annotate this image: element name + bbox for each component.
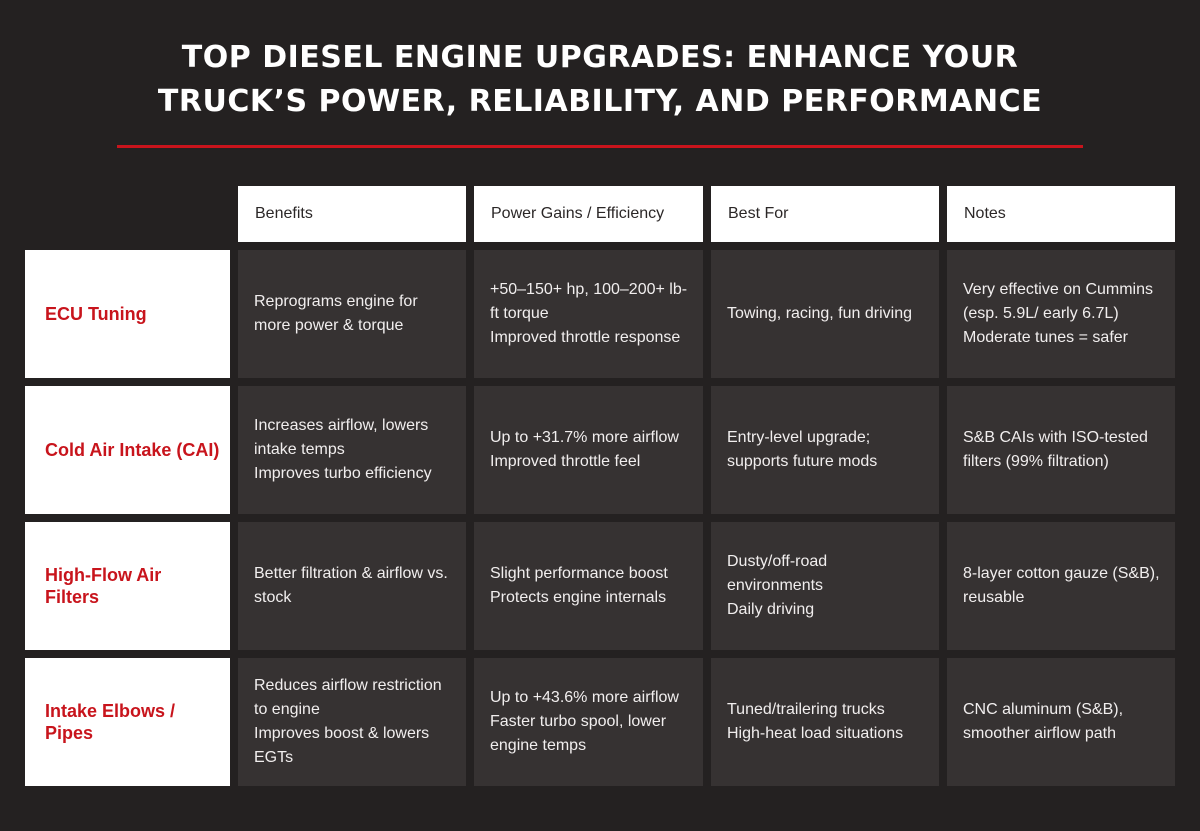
row-label-ecu-tuning: ECU Tuning bbox=[25, 250, 230, 378]
cell-line: Daily driving bbox=[727, 601, 815, 618]
cell-line: Improved throttle feel bbox=[490, 453, 641, 470]
table-cell bbox=[947, 250, 1175, 378]
cell-line: Towing, racing, fun driving bbox=[727, 305, 912, 322]
page-title-line-2: TRUCK’S POWER, RELIABILITY, AND PERFORMANCE bbox=[157, 84, 1043, 119]
table-cell bbox=[711, 386, 939, 514]
table-cell bbox=[474, 386, 703, 514]
table-cell bbox=[947, 522, 1175, 650]
cell-line: +50–150+ hp, 100–200+ lb-ft torque bbox=[490, 281, 688, 322]
cell-line: Dusty/off-road environments bbox=[727, 553, 828, 594]
cell-line: Faster turbo spool, lower engine temps bbox=[490, 713, 667, 754]
column-header-best-for: Best For bbox=[711, 186, 939, 242]
table-cell bbox=[474, 522, 703, 650]
table-cell bbox=[947, 658, 1175, 786]
row-label-intake-elbows-pipes: Intake Elbows / Pipes bbox=[25, 658, 230, 786]
cell-line: CNC aluminum (S&B), smoother airflow path bbox=[963, 701, 1124, 742]
cell-line: Entry-level upgrade; supports future mods bbox=[727, 429, 878, 470]
cell-line: Improved throttle response bbox=[490, 329, 681, 346]
cell-line: Up to +31.7% more airflow bbox=[490, 429, 679, 446]
table-cell bbox=[238, 522, 466, 650]
row-label-high-flow-air-filters: High-Flow Air Filters bbox=[25, 522, 230, 650]
cell-line: Moderate tunes = safer bbox=[963, 329, 1128, 346]
cell-line: Protects engine internals bbox=[490, 589, 667, 606]
table-cell bbox=[711, 522, 939, 650]
cell-line: Better filtration & airflow vs. stock bbox=[254, 565, 448, 606]
cell-line: Increases airflow, lowers intake temps bbox=[254, 417, 429, 458]
table-cell bbox=[947, 386, 1175, 514]
table-cell bbox=[238, 658, 466, 786]
cell-line: Improves turbo efficiency bbox=[254, 465, 432, 482]
cell-line: Improves boost & lowers EGTs bbox=[254, 725, 430, 766]
table-cell bbox=[238, 386, 466, 514]
row-label-cold-air-intake: Cold Air Intake (CAI) bbox=[25, 386, 230, 514]
cell-line: Up to +43.6% more airflow bbox=[490, 689, 679, 706]
table-cell bbox=[474, 658, 703, 786]
table-cell bbox=[711, 658, 939, 786]
page-title-line-1: TOP DIESEL ENGINE UPGRADES: ENHANCE YOUR bbox=[181, 40, 1019, 75]
page-title bbox=[0, 36, 1200, 124]
cell-line: 8-layer cotton gauze (S&B), reusable bbox=[963, 565, 1160, 606]
cell-line: Reprograms engine for more power & torque bbox=[254, 293, 418, 334]
cell-line: Reduces airflow restriction to engine bbox=[254, 677, 442, 718]
cell-line: S&B CAIs with ISO-tested filters (99% filtration) bbox=[963, 429, 1148, 470]
cell-line: High-heat load situations bbox=[727, 725, 904, 742]
title-divider bbox=[117, 145, 1083, 148]
column-header-notes: Notes bbox=[947, 186, 1175, 242]
table-cell bbox=[238, 250, 466, 378]
table-cell bbox=[711, 250, 939, 378]
column-header-power-gains: Power Gains / Efficiency bbox=[474, 186, 703, 242]
cell-line: Slight performance boost bbox=[490, 565, 668, 582]
cell-line: Tuned/trailering trucks bbox=[727, 701, 885, 718]
column-header-benefits: Benefits bbox=[238, 186, 466, 242]
cell-line: Very effective on Cummins (esp. 5.9L/ early 6.7L) bbox=[963, 281, 1154, 322]
table-cell bbox=[474, 250, 703, 378]
